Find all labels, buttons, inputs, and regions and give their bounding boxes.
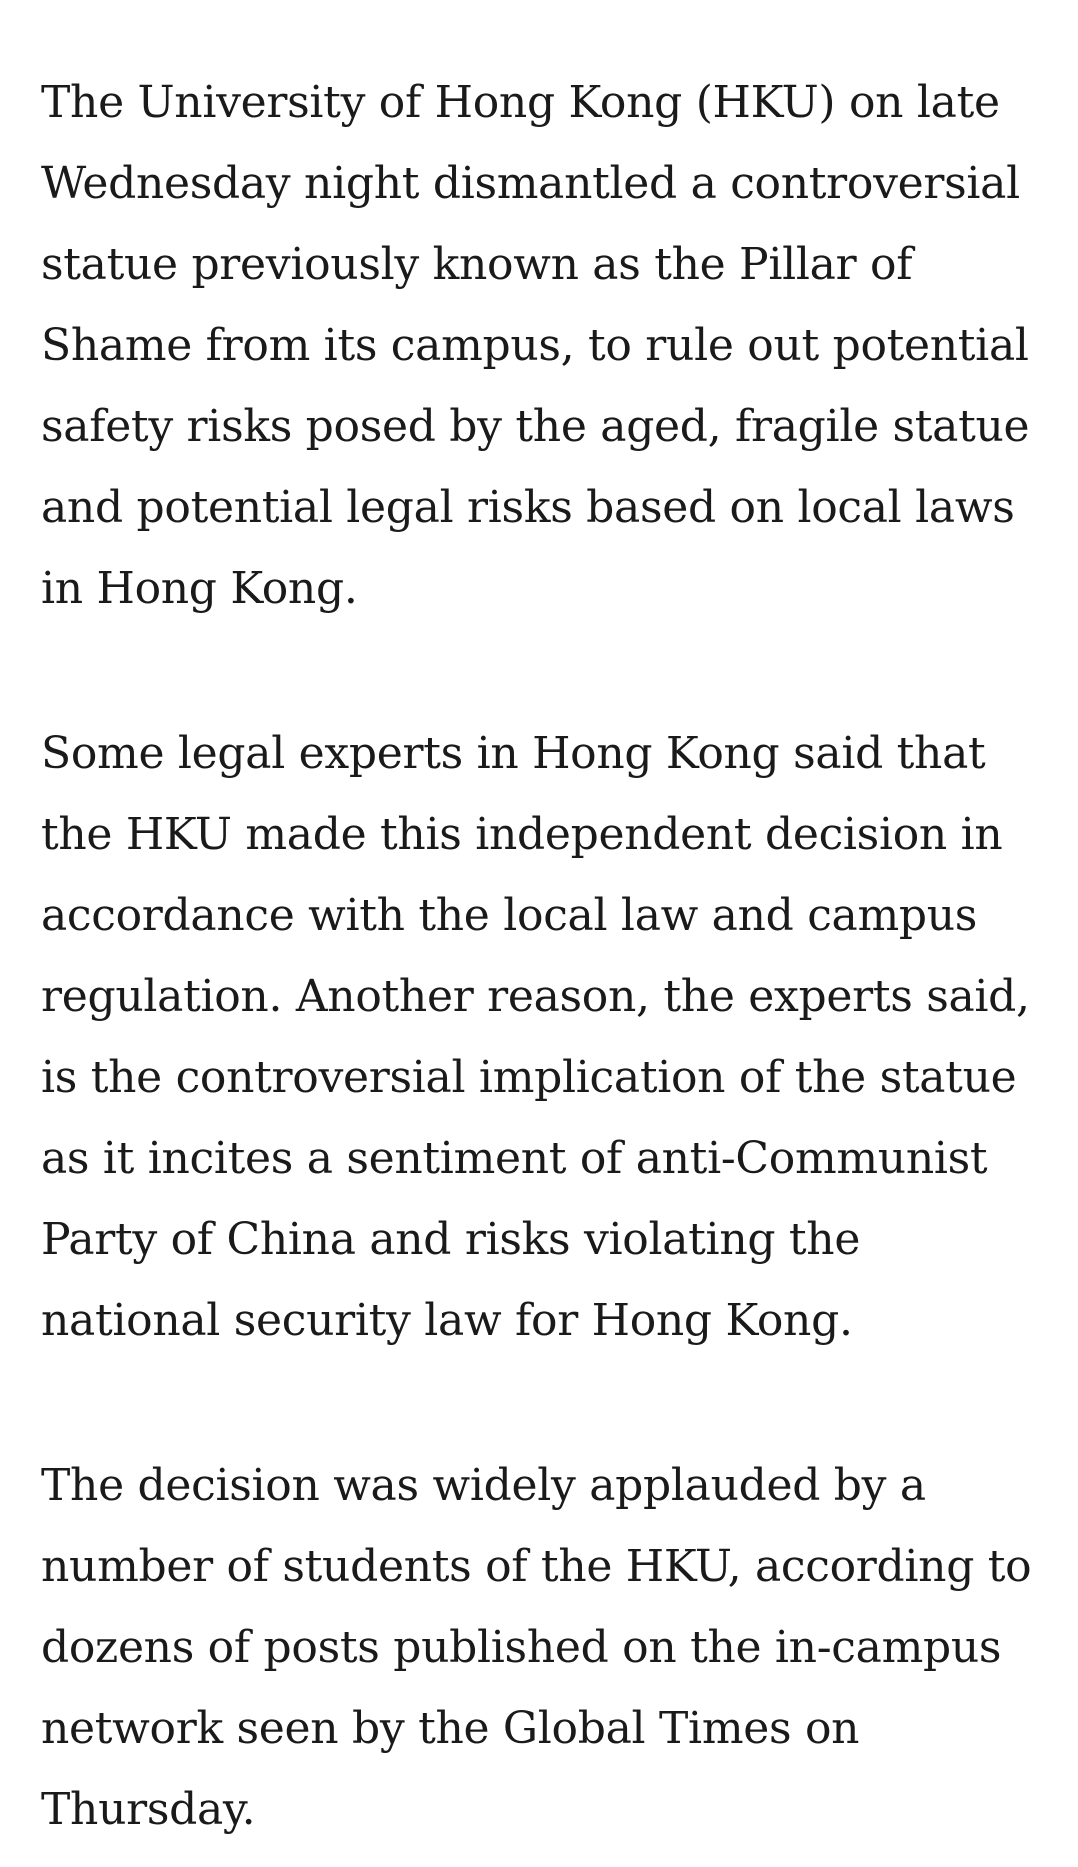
article-paragraph-3: The decision was widely applauded by a number of students of the HKU, according to dozens of posts published on the in-campus network seen by the Global Times on Thursday. <box>41 1460 1032 1835</box>
article-paragraph-2: Some legal experts in Hong Kong said that the HKU made this independent decision in accordance with the local law and campus regulation. Another reason, the experts said, is the controversial implication of the statue as it incites a sentiment of anti-Communist Party of China and risks violating the national security law for Hong Kong. <box>41 728 1030 1346</box>
article-paragraph-1: The University of Hong Kong (HKU) on late Wednesday night dismantled a controversial statue previously known as the Pillar of Shame from its campus, to rule out potential safety risks posed by the aged, fragile statue and potential legal risks based on local laws in Hong Kong. <box>41 77 1030 614</box>
